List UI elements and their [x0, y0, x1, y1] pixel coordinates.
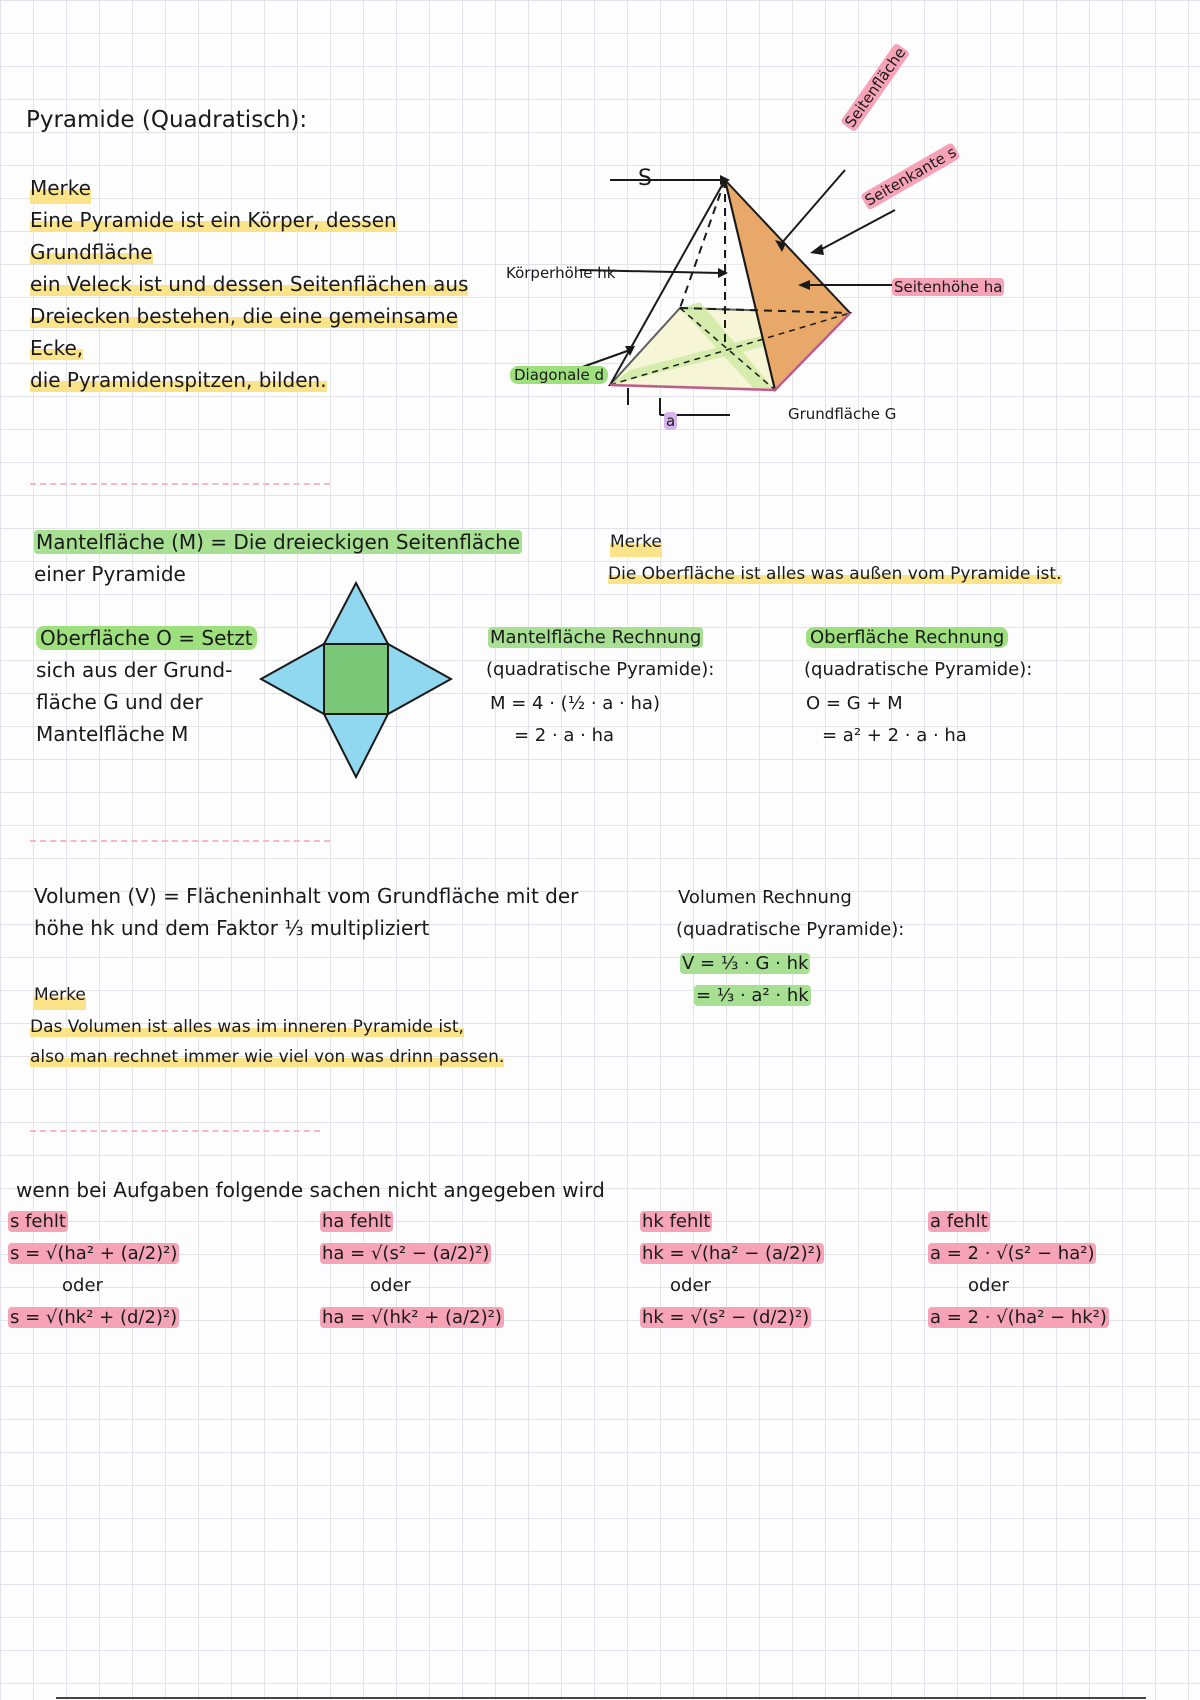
col-head: ha fehlt — [322, 1211, 392, 1232]
col-formula-2: hk = √(s² − (d/2)²) — [642, 1307, 810, 1328]
col-formula-2: s = √(hk² + (d/2)²) — [10, 1307, 178, 1328]
oder-label: oder — [370, 1275, 411, 1296]
merke-label-3: Merke — [34, 980, 86, 1010]
mantel-definition: Mantelfläche (M) = Die dreieckigen Seitenfläche einer Pyramide — [34, 530, 521, 586]
ober-calc-title: Oberfläche Rechnung — [806, 622, 1008, 654]
divider-3 — [30, 1130, 320, 1132]
pyramid-diagram — [500, 80, 1020, 440]
label-seitenkante: Seitenkante s — [861, 142, 960, 210]
definition-line-4: die Pyramidenspitzen, bilden. — [30, 368, 327, 392]
col-s-missing — [8, 1206, 258, 1334]
pyramid-definition — [30, 204, 510, 396]
definition-line-3: Dreiecken bestehen, die eine gemeinsame Ecke, — [30, 304, 459, 360]
definition-line-2: ein Veleck ist und dessen Seitenflächen aus — [30, 272, 469, 296]
oder-label: oder — [62, 1275, 103, 1296]
col-a-missing — [928, 1206, 1178, 1334]
mantel-calc-line2: = 2 · a · ha — [514, 725, 615, 746]
net-triangle-left — [261, 644, 324, 714]
col-head: a fehlt — [930, 1211, 988, 1232]
vol-calc-line2: = ⅓ · a² · hk — [696, 985, 809, 1006]
page-title: Pyramide (Quadratisch): — [26, 107, 308, 133]
pyramid-net — [258, 580, 454, 780]
ober-calc-line1: O = G + M — [806, 693, 903, 714]
oder-label: oder — [670, 1275, 711, 1296]
merke-highlight: Merke — [30, 172, 91, 204]
label-diagonale: Diagonale d — [510, 366, 608, 384]
vol-calc-line1: V = ⅓ · G · hk — [682, 953, 809, 974]
missing-values-intro: wenn bei Aufgaben folgende sachen nicht angegeben wird — [16, 1178, 605, 1202]
mantel-calc-line1: M = 4 · (½ · a · ha) — [490, 693, 660, 714]
vol-calc-sub: (quadratische Pyramide): — [676, 919, 905, 940]
label-grundflaeche: Grundfläche G — [788, 405, 897, 423]
net-triangle-bottom — [324, 714, 388, 777]
ober-calc-line2: = a² + 2 · a · ha — [822, 725, 967, 746]
oder-label: oder — [968, 1275, 1009, 1296]
volumen-merke: Das Volumen ist alles was im inneren Pyramide ist, also man rechnet immer wie viel von was drinn passen. — [30, 1017, 505, 1067]
col-formula-1: ha = √(s² − (a/2)²) — [322, 1243, 490, 1264]
net-square — [324, 644, 388, 714]
col-head: s fehlt — [10, 1211, 66, 1232]
label-seitenhoehe: Seitenhöhe ha — [894, 278, 1003, 296]
divider-2 — [30, 840, 330, 842]
merke-label-1 — [30, 172, 91, 204]
mantel-calc-sub: (quadratische Pyramide): — [486, 659, 715, 680]
label-koerperhoehe: Körperhöhe hk — [506, 264, 616, 282]
divider-1 — [30, 483, 330, 485]
col-formula-1: s = √(ha² + (a/2)²) — [10, 1243, 178, 1264]
merke-label-2: Merke — [610, 527, 662, 557]
net-triangle-top — [324, 583, 388, 644]
label-s: S — [638, 166, 652, 191]
label-a: a — [666, 412, 676, 430]
mantel-calc-title: Mantelfläche Rechnung — [490, 627, 702, 648]
col-ha-missing — [320, 1206, 570, 1334]
col-formula-1: hk = √(ha² − (a/2)²) — [642, 1243, 822, 1264]
ober-calc-sub: (quadratische Pyramide): — [804, 659, 1033, 680]
vol-calc-title: Volumen Rechnung — [678, 887, 852, 908]
label-seitenflaeche: Seitenfläche — [841, 44, 910, 131]
col-formula-2: a = 2 · √(ha² − hk²) — [930, 1307, 1107, 1328]
oberflaeche-merke-text: Die Oberfläche ist alles was außen vom Pyramide ist. — [608, 564, 1062, 584]
page-bottom-line — [56, 1697, 1146, 1699]
col-hk-missing — [640, 1206, 890, 1334]
col-formula-1: a = 2 · √(s² − ha²) — [930, 1243, 1095, 1264]
col-head: hk fehlt — [642, 1211, 711, 1232]
oberflaeche-definition: Oberfläche O = Setzt sich aus der Grund- fläche G und der Mantelfläche M — [36, 622, 266, 750]
definition-line-1: Eine Pyramide ist ein Körper, dessen Grundfläche — [30, 208, 397, 264]
net-triangle-right — [388, 644, 451, 714]
col-formula-2: ha = √(hk² + (a/2)²) — [322, 1307, 502, 1328]
volumen-definition: Volumen (V) = Flächeninhalt vom Grundfläche mit der höhe hk und dem Faktor ⅓ multipliziert — [34, 884, 579, 940]
